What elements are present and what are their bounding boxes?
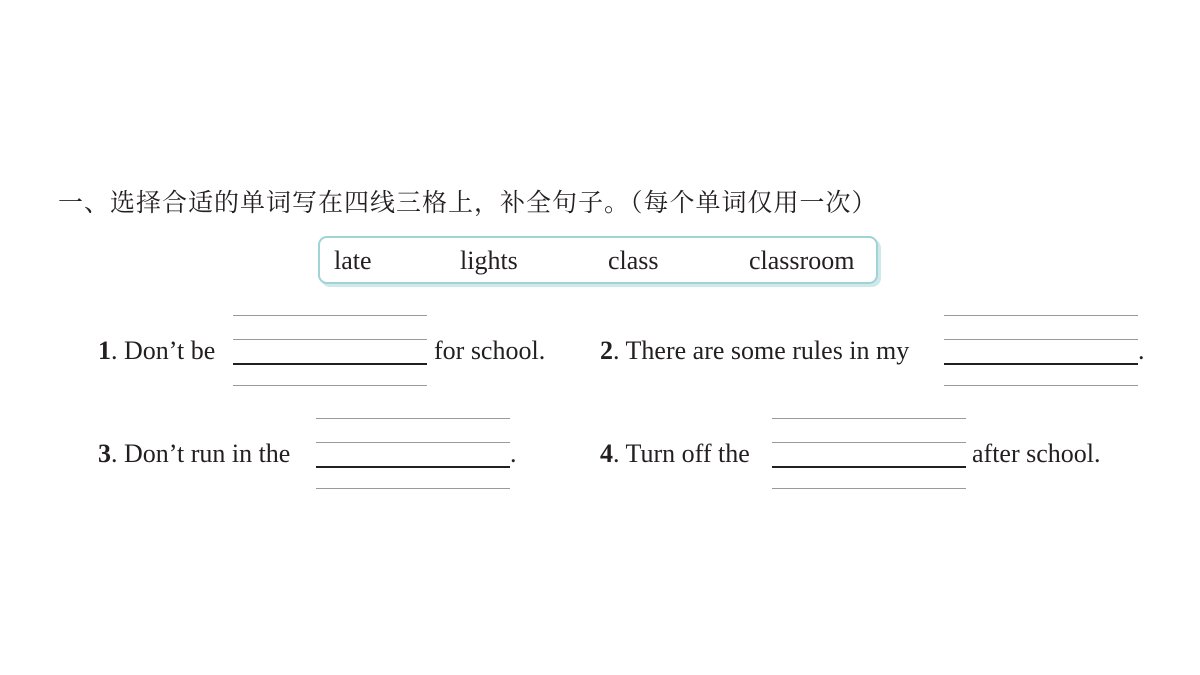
word-bank-item: classroom: [749, 246, 855, 275]
answer-blank-4[interactable]: [772, 418, 966, 490]
question-number: 4: [600, 439, 613, 468]
word-bank-item: class: [608, 246, 659, 275]
question-number: 2: [600, 336, 613, 365]
question-number: 3: [98, 439, 111, 468]
answer-blank-1[interactable]: [233, 315, 427, 387]
question-text-before: . Don’t be: [111, 336, 216, 365]
word-bank: [318, 236, 878, 284]
question-text-before: . Don’t run in the: [111, 439, 291, 468]
question-number: 1: [98, 336, 111, 365]
word-bank-item: lights: [460, 246, 518, 275]
question-3-prefix: [98, 439, 290, 469]
question-4-prefix: [600, 439, 750, 469]
question-text-before: . There are some rules in my: [613, 336, 910, 365]
question-text-after: .: [510, 439, 517, 468]
instruction-heading: 一、选择合适的单词写在四线三格上，补全句子。（每个单词仅用一次）: [58, 188, 878, 217]
question-text-before: . Turn off the: [613, 439, 750, 468]
question-text-after: for school.: [434, 336, 546, 365]
answer-blank-3[interactable]: [316, 418, 510, 490]
answer-blank-2[interactable]: [944, 315, 1138, 387]
question-text-after: after school.: [972, 439, 1101, 468]
question-text-after: .: [1138, 336, 1145, 365]
question-2-prefix: [600, 336, 909, 366]
word-bank-item: late: [334, 246, 372, 275]
question-1-prefix: [98, 336, 215, 366]
